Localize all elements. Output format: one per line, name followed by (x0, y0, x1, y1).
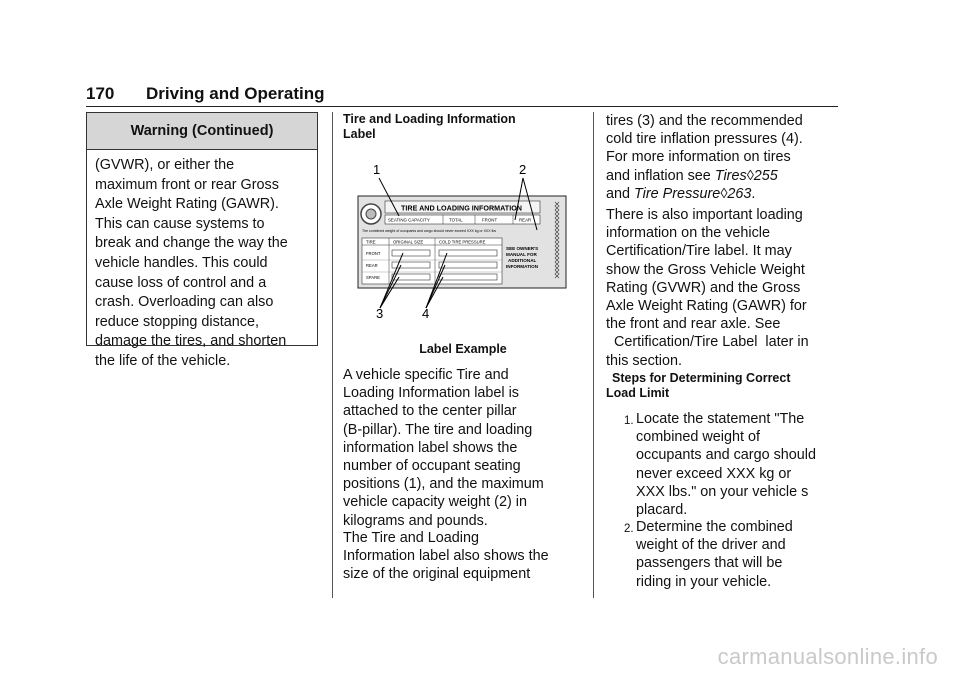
text-fragment: and (606, 185, 631, 202)
subheading-steps (606, 371, 791, 401)
see-manual-line: ADDITIONAL (508, 258, 537, 263)
text-line: There is also important loading (606, 207, 803, 223)
text-line: Axle Weight Rating (GAWR) for (606, 298, 807, 315)
text-line: tires (3) and the recommended (606, 113, 803, 129)
see-manual-line: INFORMATION (506, 264, 539, 269)
text-line: this section. (606, 352, 682, 369)
row-spare: SPARE (366, 275, 380, 280)
label-header: TIRE AND LOADING INFORMATION (401, 203, 522, 213)
paragraph-certification-label (606, 206, 809, 370)
callout-1: 1 (373, 162, 381, 177)
text-line: size of the original equipment (343, 566, 531, 583)
callout-4: 4 (422, 306, 430, 321)
warning-line: cause loss of control and a (95, 274, 267, 291)
see-manual-line: MANUAL FOR (506, 252, 537, 257)
text-line: vehicle capacity weight (2) in (343, 494, 527, 511)
link-tire-pressure[interactable] (634, 186, 751, 202)
warning-line: vehicle handles. This could (95, 254, 268, 271)
text-line: Certification/Tire label. It may (606, 243, 792, 260)
section-title: Driving and Operating (146, 84, 325, 103)
text-line: cold tire inflation pressures (4). (606, 131, 803, 148)
text-line: For more information on tires (606, 149, 791, 166)
watermark: carmanualsonline.info (717, 644, 938, 669)
seat-total: TOTAL (449, 217, 463, 223)
step-text (636, 518, 793, 591)
figure-title (343, 112, 583, 141)
tire-label-illustration (343, 158, 583, 348)
weight-statement: The combined weight of occupants and cargo should never exceed XXX kg or XXX lbs (362, 229, 497, 233)
text-line: never exceed XXX kg or (636, 465, 792, 482)
page-number: 170 (86, 84, 115, 103)
seat-rear: REAR (519, 217, 532, 223)
text-line: kilograms and pounds. (343, 512, 488, 529)
column-divider (332, 112, 333, 598)
text-line: Locate the statement "The (636, 411, 805, 427)
link-text: Tire Pressure (634, 185, 721, 202)
warning-text (87, 150, 317, 372)
subheading-line: Steps for Determining Correct (612, 371, 791, 385)
row-rear: REAR (366, 263, 378, 268)
table-header-tire: TIRE (366, 239, 376, 245)
text-line: combined weight of (636, 429, 760, 446)
table-header-size: ORIGINAL SIZE (393, 239, 424, 245)
warning-line: reduce stopping distance, (95, 313, 260, 330)
text-line: occupants and cargo should (636, 447, 817, 464)
figure-title-line: Tire and Loading Information (343, 112, 516, 126)
warning-box (86, 112, 318, 369)
text-line: placard. (636, 502, 688, 519)
callout-2: 2 (519, 162, 527, 177)
link-text: Tires (714, 167, 747, 184)
warning-line: (GVWR), or either the (95, 157, 235, 173)
text-fragment: and inflation see (606, 167, 711, 184)
column-divider (593, 112, 594, 598)
text-line: A vehicle specific Tire and (343, 367, 509, 383)
row-front: FRONT (366, 251, 381, 256)
page-ref-number: 263 (727, 185, 752, 202)
warning-line: Axle Weight Rating (GAWR). (95, 196, 279, 213)
page-ref-number: 255 (753, 167, 778, 184)
figure-caption: Label Example (419, 342, 507, 356)
table-header-pressure: COLD TIRE PRESSURE (439, 239, 486, 245)
figure-title-line: Label (343, 126, 376, 141)
warning-line: the life of the vehicle. (95, 352, 231, 369)
text-line: XXX lbs." on your vehicle s (636, 483, 809, 500)
warning-line: damage the tires, and shorten (95, 333, 287, 350)
tire-icon (366, 209, 376, 219)
text-line: number of occupant seating (343, 458, 521, 475)
warning-line: maximum front or rear Gross (95, 176, 279, 193)
step-number: 2. (624, 523, 634, 535)
text-line (606, 185, 803, 203)
step-number: 1. (624, 415, 634, 427)
text-line: Rating (GVWR) and the Gross (606, 279, 801, 296)
text-line: information label shows the (343, 439, 518, 456)
text-fragment: . (751, 185, 756, 202)
text-line: Information label also shows the (343, 548, 549, 565)
text-line: attached to the center pillar (343, 403, 517, 420)
text-line: Certification/Tire Label later in (606, 334, 809, 351)
page-header (86, 86, 838, 107)
text-line: riding in your vehicle. (636, 573, 772, 590)
pressure-box-front (439, 250, 497, 256)
warning-line: This can cause systems to (95, 215, 265, 232)
page-ref-icon: ◊ (746, 167, 754, 184)
see-manual-line: SEE OWNER'S (506, 246, 539, 251)
size-box-front (392, 250, 430, 256)
text-line: show the Gross Vehicle Weight (606, 261, 805, 278)
pressure-box-spare (439, 274, 497, 280)
seat-label: SEATING CAPACITY (388, 217, 430, 223)
warning-title: Warning (Continued) (87, 113, 317, 150)
subheading-line: Load Limit (606, 386, 670, 400)
warning-line: break and change the way the (95, 235, 288, 252)
text-line (606, 167, 803, 185)
text-line: Determine the combined (636, 519, 793, 535)
paragraph-label-contents (343, 529, 549, 584)
text-line: passengers that will be (636, 555, 783, 572)
text-line: (B-pillar). The tire and loading (343, 421, 533, 438)
text-line: The Tire and Loading (343, 530, 480, 546)
text-line: positions (1), and the maximum (343, 476, 544, 493)
text-line: information on the vehicle (606, 225, 770, 242)
warning-line: crash. Overloading can also (95, 294, 274, 311)
text-line: Loading Information label is (343, 385, 519, 402)
text-line: the front and rear axle. See (606, 316, 781, 333)
link-tires[interactable] (715, 168, 778, 184)
seat-front: FRONT (482, 217, 498, 223)
column-middle (343, 112, 583, 583)
paragraph-label-location (343, 366, 544, 530)
step-text (636, 410, 816, 519)
text-line: weight of the driver and (636, 537, 786, 554)
paragraph-tire-sizes (606, 112, 803, 203)
page-ref-icon: ◊ (720, 185, 728, 202)
callout-3: 3 (376, 306, 384, 321)
pressure-box-rear (439, 262, 497, 268)
